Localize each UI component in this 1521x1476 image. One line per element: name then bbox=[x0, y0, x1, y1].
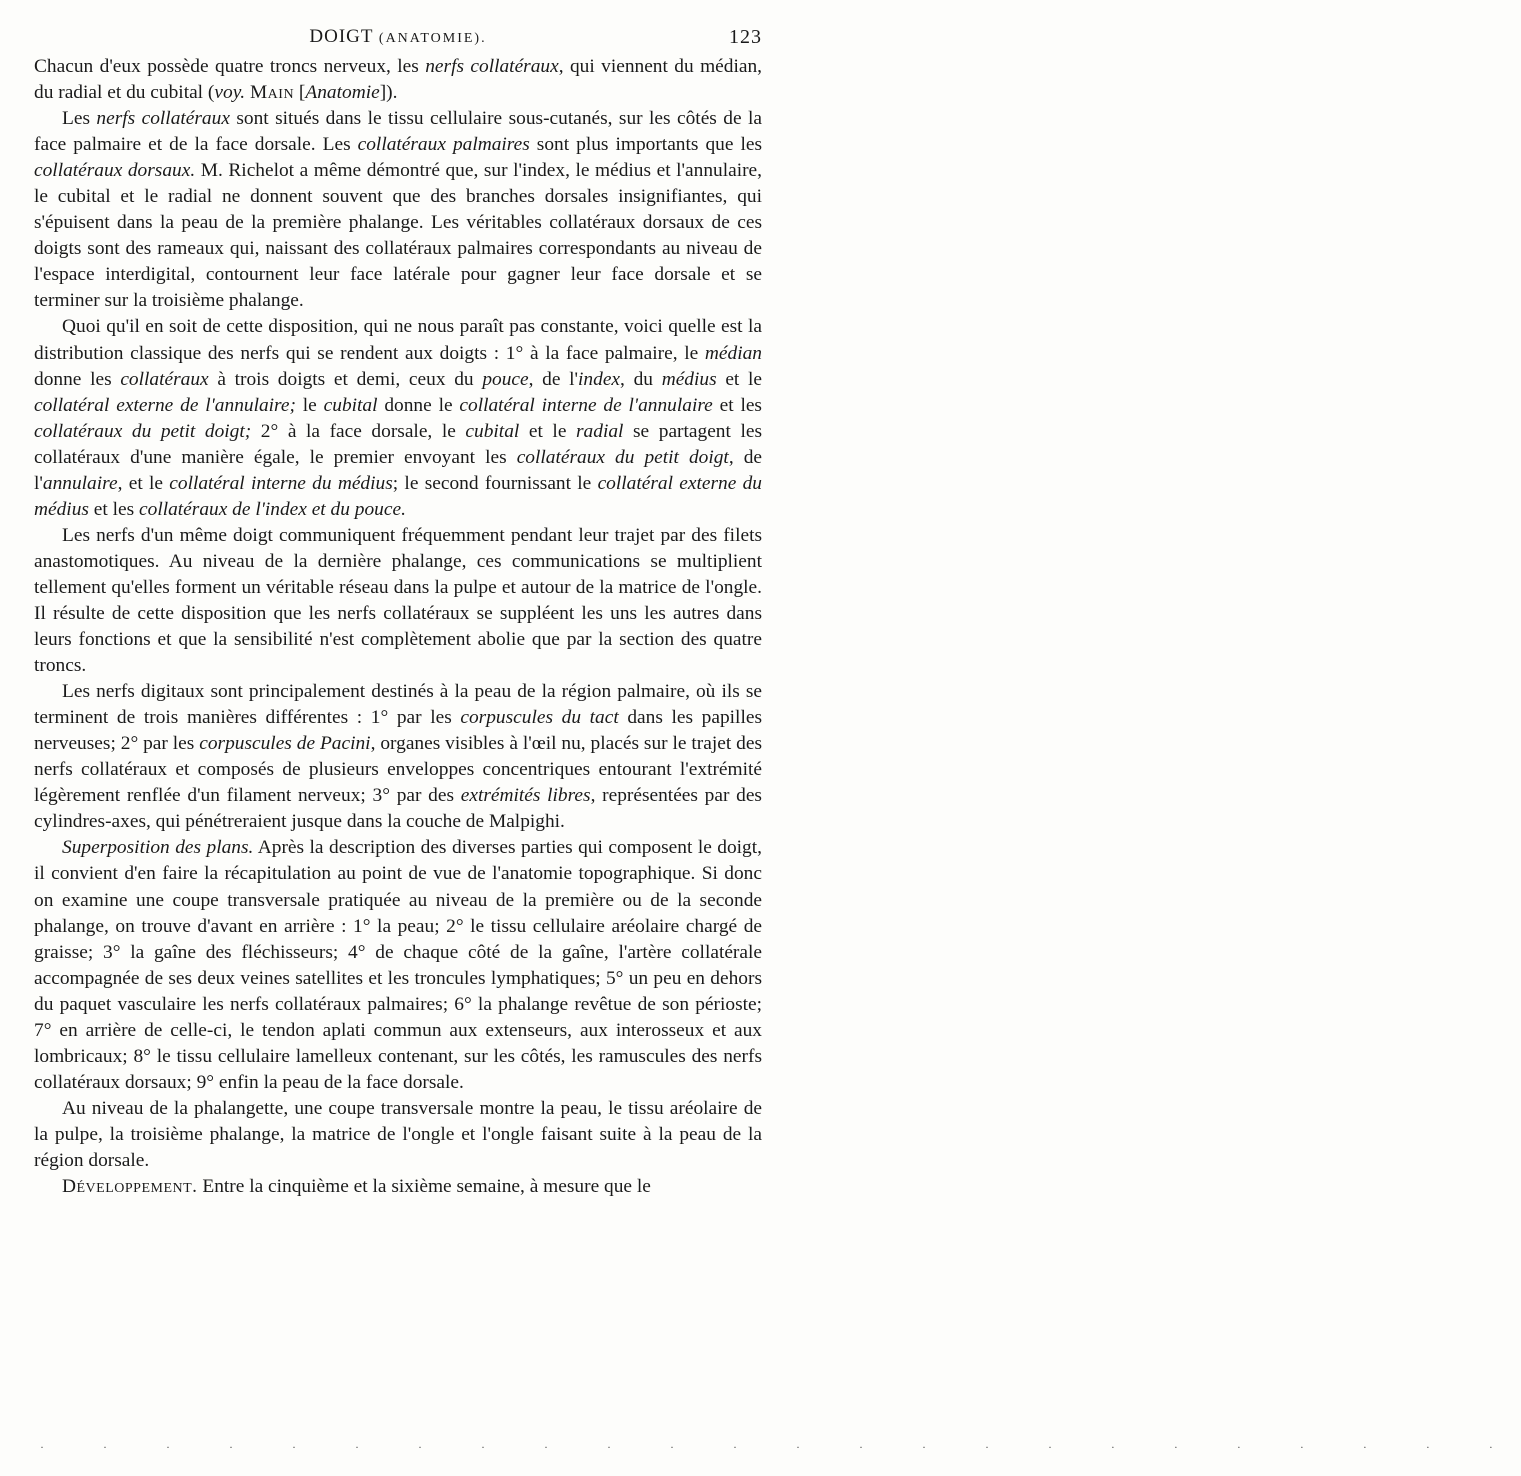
running-header bbox=[34, 26, 762, 54]
paragraph-8: Développement. Entre la cinquième et la sixième semaine, à mesure que le bbox=[62, 1176, 651, 1198]
section-heading-superposition: Superposition des plans. bbox=[62, 837, 254, 859]
paragraph-2: Les nerfs collatéraux sont situés dans le tissu cellulaire sous-cutanés, sur les côtés de la face palmaire et de la face dorsale. Les collatéraux palmaires sont plus importants que les collatéraux dorsaux. M. Richelot a même démontré que, sur l'index, le médius et l'annulaire, le cubital et le radial ne donnent souvent que des branches dorsales insignifiantes, qui s'épuisent dans la peau de la première phalange. Les véritables collatéraux dorsaux de ces doigts sont des rameaux qui, naissant des collatéraux palmaires correspondants au niveau de l'espace interdigital, contournent leur face latérale pour gagner leur face dorsale et se terminer sur la troisième phalange. bbox=[34, 108, 763, 312]
page bbox=[34, 26, 762, 1200]
section-heading-developpement: Développement. bbox=[62, 1176, 198, 1198]
running-title bbox=[34, 26, 762, 48]
page-number: 123 bbox=[729, 26, 762, 48]
paragraph-3: Quoi qu'il en soit de cette disposition, qui ne nous paraît pas constante, voici quelle est la distribution classique des nerfs qui se rendent aux doigts : 1° à la face palmaire, le médian donne les collatéraux à trois doigts et demi, ceux du pouce, de l'index, du médius et le collatéral externe de l'annulaire; le cubital donne le collatéral interne de l'annulaire et les collatéraux du petit doigt; 2° à la face dorsale, le cubital et le radial se partagent les collatéraux d'une manière égale, le premier envoyant les collatéraux du petit doigt, de l'annulaire, et le collatéral interne du médius; le second fournissant le collatéral externe du médius et les collatéraux de l'index et du pouce. bbox=[34, 316, 763, 520]
scan-artifact-dots: · · · · · · · · · · · · · · · · · · · · · · · · bbox=[40, 1440, 1521, 1454]
paragraph-5: Les nerfs digitaux sont principalement destinés à la peau de la région palmaire, où ils se terminent de trois manières différentes : 1° par les corpuscules du tact dans les papilles nerveuses; 2° par les corpuscules de Pacini, organes visibles à l'œil nu, placés sur le trajet des nerfs collatéraux et composés de plusieurs enveloppes concentriques entourant l'extrémité légèrement renflée d'un filament nerveux; 3° par des extrémités libres, représentées par des cylindres-axes, qui pénétreraient jusque dans la couche de Malpighi. bbox=[34, 681, 762, 833]
paragraph-4: Les nerfs d'un même doigt communiquent fréquemment pendant leur trajet par des filets anastomotiques. Au niveau de la dernière phalange, ces communications se multiplient tellement qu'elles forment un véritable réseau dans la pulpe et autour de la matrice de l'ongle. Il résulte de cette disposition que les nerfs collatéraux se suppléent les uns les autres dans leurs fonctions et que la sensibilité n'est complètement abolie que par la section des quatre troncs. bbox=[34, 524, 762, 677]
title-main: DOIGT bbox=[309, 26, 374, 47]
paragraph-6: Superposition des plans. Après la description des diverses parties qui composent le doigt, il convient d'en faire la récapitulation au point de vue de l'anatomie topographique. Si donc on examine une coupe transversale pratiquée au niveau de la première ou de la seconde phalange, on trouve d'avant en arrière : 1° la peau; 2° le tissu cellulaire aréolaire chargé de graisse; 3° la gaîne des fléchisseurs; 4° de chaque côté de la gaîne, l'artère collatérale accompagnée de ses deux veines satellites et les troncules lymphatiques; 5° un peu en dehors du paquet vasculaire les nerfs collatéraux palmaires; 6° la phalange revêtue de son périoste; 7° en arrière de celle-ci, le tendon aplati commun aux extenseurs, aux interosseux et aux lombricaux; 8° le tissu cellulaire lamelleux contenant, sur les côtés, les ramuscules des nerfs collatéraux dorsaux; 9° enfin la peau de la face dorsale. bbox=[34, 837, 762, 1093]
paragraph-7: Au niveau de la phalangette, une coupe transversale montre la peau, le tissu aréolaire de la pulpe, la troisième phalange, la matrice de l'ongle et l'ongle faisant suite à la peau de la région dorsale. bbox=[34, 1097, 762, 1171]
title-sub: (ANATOMIE). bbox=[378, 31, 487, 46]
paragraph-1: Chacun d'eux possède quatre troncs nerveux, les nerfs collatéraux, qui viennent du médian, du radial et du cubital (voy. Main [Anatomie]). bbox=[34, 56, 762, 104]
